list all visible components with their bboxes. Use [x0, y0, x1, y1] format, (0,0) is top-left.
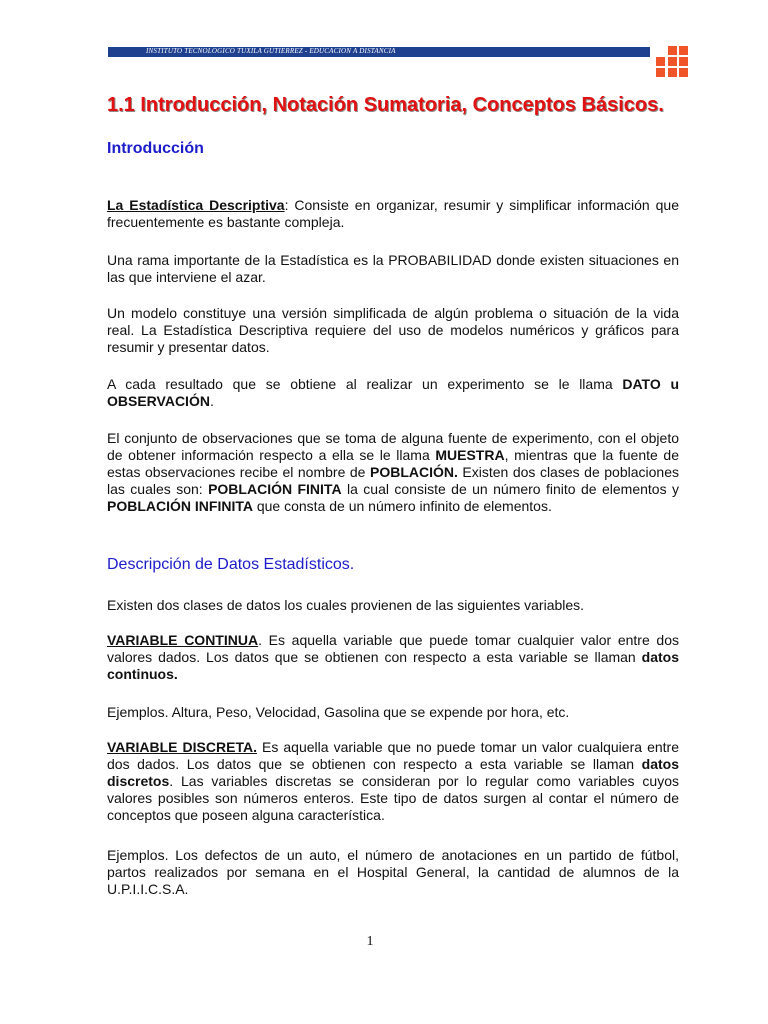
paragraph-text: . Es aquella variable que puede tomar cualquier valor entre dos valores dados. Los datos que se obtienen con respecto a esta variable se llaman	[107, 632, 679, 665]
institution-logo-icon	[656, 46, 688, 78]
paragraph-variable-continua	[107, 632, 679, 683]
header-text: INSTITUTO TECNOLOGICO TUXILA GUTIERREZ - EDUCACION A DISTANCIA	[146, 47, 396, 55]
paragraph-text: .	[209, 393, 214, 409]
term-datos-continuos: datos continuos.	[107, 649, 679, 682]
term-estadistica-descriptiva: La Estadística Descriptiva	[107, 197, 285, 213]
paragraph-dato	[107, 376, 679, 410]
term-poblacion: POBLACIÓN.	[369, 464, 458, 480]
term-poblacion-finita: POBLACIÓN FINITA	[208, 481, 342, 497]
section-heading-descripcion-datos: Descripción de Datos Estadísticos.	[107, 556, 355, 573]
paragraph-clases-datos: Existen dos clases de datos los cuales provienen de las siguientes variables.	[107, 597, 585, 613]
paragraph-probabilidad: Una rama importante de la Estadística es la PROBABILIDAD donde existen situaciones en las que interviene el azar.	[107, 252, 679, 285]
paragraph-poblacion	[107, 430, 679, 515]
paragraph-text: Existen dos clases de poblaciones las cuales son:	[107, 464, 679, 497]
paragraph-ejemplos-discreta: Ejemplos. Los defectos de un auto, el número de anotaciones en un partido de fútbol, partos realizados por semana en el Hospital General, la cantidad de alumnos de la U.P.I.I.C.S.A.	[107, 847, 679, 897]
paragraph-text: la cual consiste de un número finito de elementos y	[341, 481, 679, 497]
paragraph-text: El conjunto de observaciones que se toma de alguna fuente de experimento, con el objeto de obtener información respecto a ella se le llama	[107, 430, 679, 463]
paragraph-text: : Consiste en organizar, resumir y simplificar información que frecuentemente es bastante compleja.	[107, 197, 679, 230]
paragraph-variable-discreta	[107, 739, 679, 824]
paragraph-text: Es aquella variable que no puede tomar un valor cualquiera entre dos dados. Los datos que se obtienen con respecto a esta variable se llaman	[107, 739, 679, 772]
term-poblacion-infinita: POBLACIÓN INFINITA	[107, 498, 253, 514]
paragraph-text: . Las variables discretas se consideran por lo regular como variables cuyos valores posibles son números enteros. Este tipo de datos surgen al contar el número de conceptos que poseen alguna característica.	[107, 773, 679, 823]
paragraph-ejemplos-continua: Ejemplos. Altura, Peso, Velocidad, Gasolina que se expende por hora, etc.	[107, 704, 570, 720]
paragraph-text: A cada resultado que se obtiene al realizar un experimento se le llama	[107, 376, 623, 392]
term-variable-continua: VARIABLE CONTINUA	[107, 632, 259, 648]
paragraph-estadistica-descriptiva	[107, 197, 679, 231]
paragraph-text: que consta de un número infinito de elementos.	[252, 498, 552, 514]
term-variable-discreta: VARIABLE DISCRETA.	[107, 739, 257, 755]
page-title: 1.1 Introducción, Notación Sumatoria, Conceptos Básicos.	[107, 94, 664, 116]
term-datos-discretos: datos discretos	[107, 756, 679, 789]
term-dato-observacion: DATO u OBSERVACIÓN	[107, 376, 679, 409]
term-muestra: MUESTRA	[435, 447, 505, 463]
paragraph-modelo: Un modelo constituye una versión simplificada de algún problema o situación de la vida real. La Estadística Descriptiva requiere del uso de modelos numéricos y gráficos para resumir y presentar datos.	[107, 305, 679, 355]
section-heading-introduccion: Introducción	[107, 140, 204, 157]
page-number: 1	[366, 934, 374, 949]
paragraph-text: , mientras que la fuente de estas observaciones recibe el nombre de	[107, 447, 679, 480]
